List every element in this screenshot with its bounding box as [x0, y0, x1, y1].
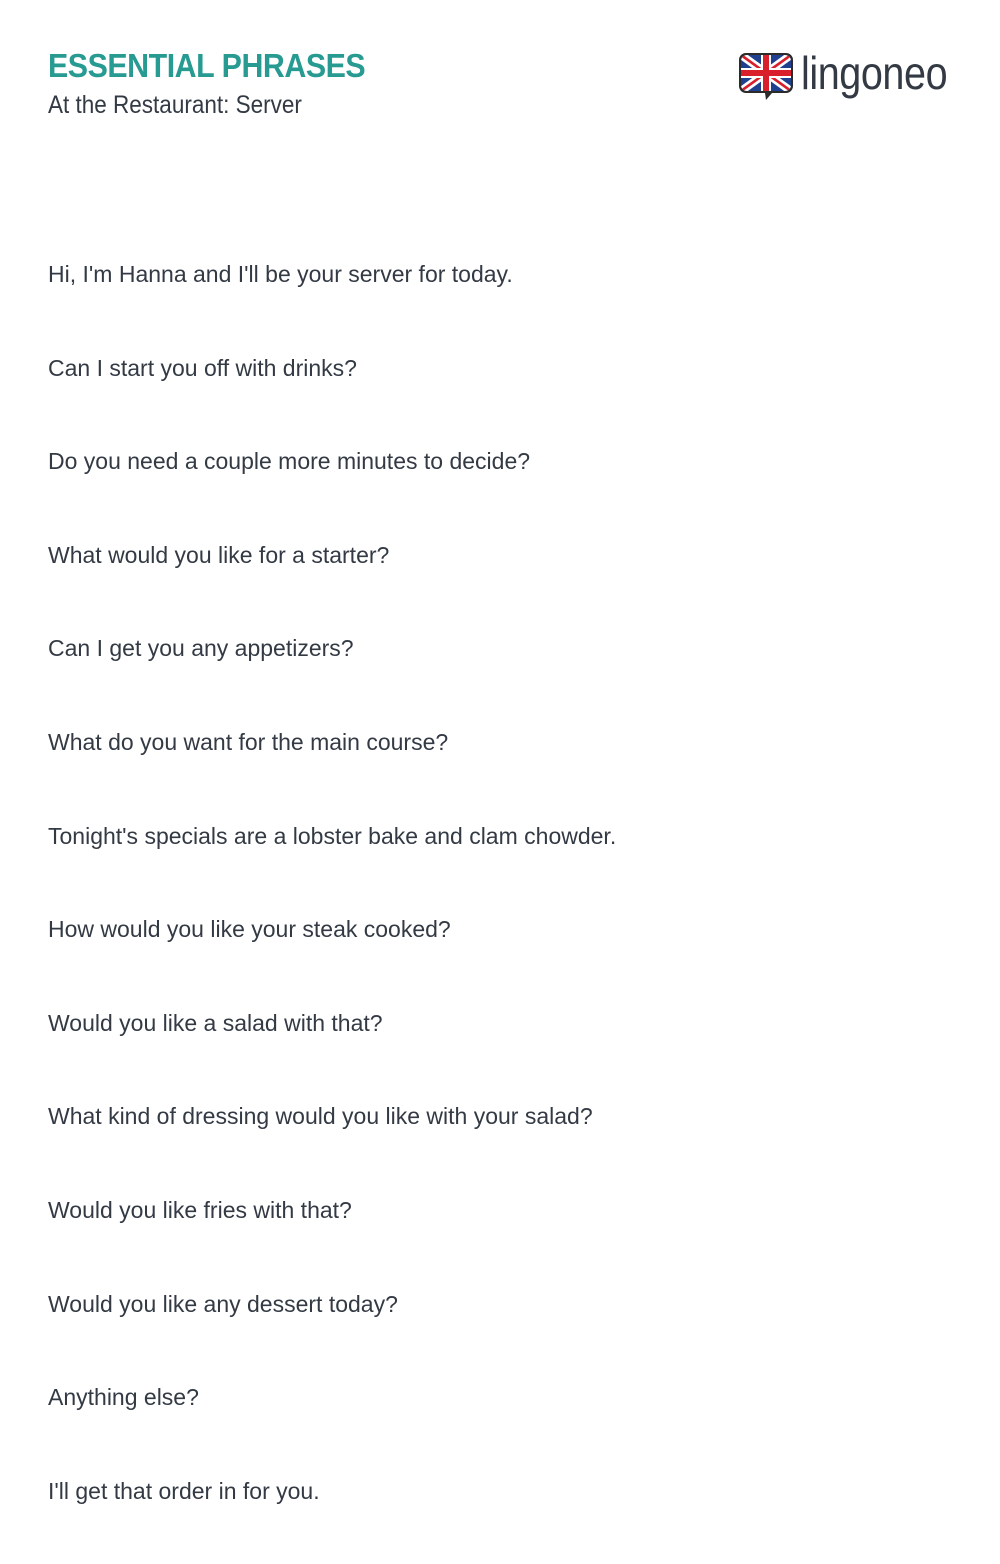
- logo-wordmark: lingoneo: [801, 47, 948, 99]
- phrase-item: Can I get you any appetizers?: [48, 635, 354, 662]
- phrase-item: Do you need a couple more minutes to decide?: [48, 448, 531, 475]
- uk-flag-speech-bubble-icon: [738, 52, 794, 102]
- page-header: [48, 46, 393, 124]
- phrase-item: How would you like your steak cooked?: [48, 916, 451, 943]
- phrase-item: Would you like a salad with that?: [48, 1009, 383, 1036]
- phrase-item: Can I start you off with drinks?: [48, 354, 357, 381]
- phrase-item: Tonight's specials are a lobster bake and clam chowder.: [48, 822, 617, 849]
- lingoneo-logo[interactable]: [738, 47, 956, 104]
- page-title: ESSENTIAL PHRASES: [48, 47, 366, 84]
- phrase-item: Hi, I'm Hanna and I'll be your server for today.: [48, 261, 513, 287]
- page-subtitle: At the Restaurant: Server: [48, 91, 302, 119]
- phrase-item: I'll get that order in for you.: [48, 1477, 320, 1504]
- phrase-item: Would you like any dessert today?: [48, 1290, 398, 1317]
- phrase-list: [48, 252, 616, 1562]
- phrase-item: What do you want for the main course?: [48, 728, 449, 755]
- phrase-item: What would you like for a starter?: [48, 541, 390, 568]
- phrase-item: Anything else?: [48, 1384, 199, 1411]
- phrase-item: Would you like fries with that?: [48, 1196, 352, 1223]
- phrase-item: What kind of dressing would you like with your salad?: [48, 1103, 593, 1130]
